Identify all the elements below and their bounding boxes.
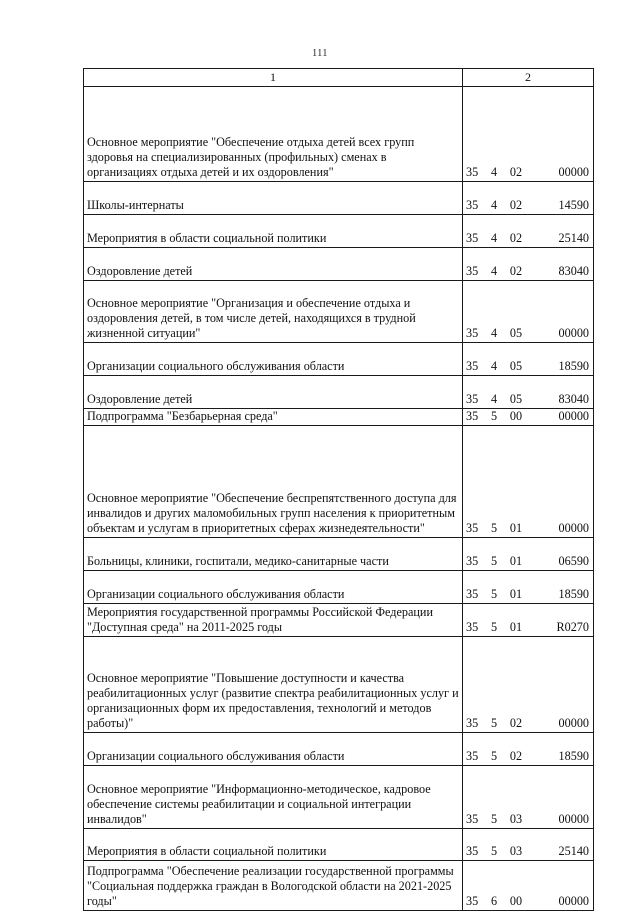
column-header-code: 2 [463,69,594,87]
subprogram-code: 5 [490,812,498,826]
row-code-cell [463,571,594,604]
event-code: 02 [509,231,523,245]
program-code: 35 [466,812,479,826]
row-code-cell [463,343,594,376]
row-code-cell [463,409,594,426]
subprogram-code: 4 [490,359,498,373]
direction-code: 00000 [558,521,589,535]
event-code: 02 [509,749,523,763]
program-code: 35 [466,844,479,858]
direction-code: 00000 [558,326,589,340]
row-name-cell: Школы-интернаты [84,182,463,215]
table-row [84,571,594,604]
column-header-name: 1 [84,69,463,87]
event-code: 02 [509,165,523,179]
direction-code: 00000 [558,894,589,908]
row-code-cell [463,538,594,571]
direction-code: 83040 [558,264,589,278]
event-code: 05 [509,392,523,406]
table-row [84,861,594,911]
table-row [84,426,594,538]
row-name-cell: Мероприятия в области социальной политики [84,829,463,861]
table-row [84,343,594,376]
row-code-cell [463,733,594,766]
event-code: 02 [509,198,523,212]
event-code: 03 [509,844,523,858]
program-code: 35 [466,359,479,373]
event-code: 05 [509,326,523,340]
event-code: 00 [509,894,523,908]
row-name-cell: Мероприятия в области социальной политики [84,215,463,248]
event-code: 02 [509,716,523,730]
row-code-cell [463,829,594,861]
row-name-cell: Оздоровление детей [84,376,463,409]
table-row [84,829,594,861]
row-name-cell: Организации социального обслуживания области [84,343,463,376]
table-row [84,733,594,766]
row-code-cell [463,861,594,911]
program-code: 35 [466,716,479,730]
table-row [84,215,594,248]
row-name-cell: Подпрограмма "Безбарьерная среда" [84,409,463,426]
program-code: 35 [466,326,479,340]
row-code-cell [463,87,594,182]
direction-code: 14590 [558,198,589,212]
table-header-row [84,69,594,87]
subprogram-code: 5 [490,716,498,730]
row-code-cell [463,376,594,409]
direction-code: 18590 [558,359,589,373]
program-code: 35 [466,620,479,634]
row-code-cell [463,248,594,281]
table-row [84,87,594,182]
table-row [84,409,594,426]
program-code: 35 [466,554,479,568]
direction-code: 00000 [558,165,589,179]
event-code: 05 [509,359,523,373]
direction-code: 00000 [558,812,589,826]
program-code: 35 [466,521,479,535]
row-name-cell: Организации социального обслуживания области [84,733,463,766]
row-name-cell: Подпрограмма "Обеспечение реализации государственной программы "Социальная поддержка граждан в Вологодской области на 2021-2025 годы" [84,861,463,911]
row-code-cell [463,637,594,733]
direction-code: 06590 [558,554,589,568]
table-row [84,766,594,829]
budget-classification-table [83,68,594,911]
row-code-cell [463,604,594,637]
subprogram-code: 6 [490,894,498,908]
program-code: 35 [466,198,479,212]
program-code: 35 [466,409,479,423]
direction-code: 18590 [558,749,589,763]
row-code-cell [463,426,594,538]
subprogram-code: 5 [490,521,498,535]
row-name-cell: Больницы, клиники, госпитали, медико-санитарные части [84,538,463,571]
subprogram-code: 5 [490,749,498,763]
direction-code: 25140 [558,844,589,858]
event-code: 01 [509,620,523,634]
direction-code: 00000 [558,409,589,423]
row-name-cell: Основное мероприятие "Обеспечение отдыха детей всех групп здоровья на специализированных (профильных) сменах в организациях отдыха детей и их оздоровления" [84,87,463,182]
row-code-cell [463,215,594,248]
program-code: 35 [466,392,479,406]
table-row [84,281,594,343]
row-name-cell: Основное мероприятие "Организация и обеспечение отдыха и оздоровления детей, в том числе детей, находящихся в трудной жизненной ситуации" [84,281,463,343]
event-code: 03 [509,812,523,826]
subprogram-code: 5 [490,620,498,634]
event-code: 00 [509,409,523,423]
event-code: 01 [509,521,523,535]
page-number: 111 [312,48,328,59]
program-code: 35 [466,231,479,245]
subprogram-code: 4 [490,165,498,179]
direction-code: 83040 [558,392,589,406]
event-code: 01 [509,554,523,568]
table-row [84,248,594,281]
direction-code: 00000 [558,716,589,730]
program-code: 35 [466,264,479,278]
program-code: 35 [466,749,479,763]
subprogram-code: 4 [490,326,498,340]
program-code: 35 [466,165,479,179]
table-row [84,376,594,409]
table-row [84,604,594,637]
table-row [84,637,594,733]
subprogram-code: 5 [490,844,498,858]
row-name-cell: Оздоровление детей [84,248,463,281]
direction-code: 25140 [558,231,589,245]
table-row [84,538,594,571]
subprogram-code: 4 [490,231,498,245]
direction-code: R0270 [556,620,589,634]
table-row [84,182,594,215]
row-name-cell: Организации социального обслуживания области [84,571,463,604]
subprogram-code: 4 [490,392,498,406]
event-code: 02 [509,264,523,278]
subprogram-code: 5 [490,409,498,423]
subprogram-code: 5 [490,587,498,601]
row-name-cell: Основное мероприятие "Информационно-методическое, кадровое обеспечение системы реабилитации и социальной интеграции инвалидов" [84,766,463,829]
row-code-cell [463,766,594,829]
program-code: 35 [466,587,479,601]
program-code: 35 [466,894,479,908]
row-code-cell [463,182,594,215]
subprogram-code: 5 [490,554,498,568]
row-code-cell [463,281,594,343]
row-name-cell: Основное мероприятие "Повышение доступности и качества реабилитационных услуг (развитие спектра реабилитационных услуг и организационных форм их предоставления, технологий и методов работы)" [84,637,463,733]
subprogram-code: 4 [490,264,498,278]
row-name-cell: Основное мероприятие "Обеспечение беспрепятственного доступа для инвалидов и других маломобильных групп населения к приоритетным объектам и услугам в приоритетных сферах жизнедеятельности" [84,426,463,538]
direction-code: 18590 [558,587,589,601]
row-name-cell: Мероприятия государственной программы Российской Федерации "Доступная среда" на 2011-2025 годы [84,604,463,637]
subprogram-code: 4 [490,198,498,212]
event-code: 01 [509,587,523,601]
